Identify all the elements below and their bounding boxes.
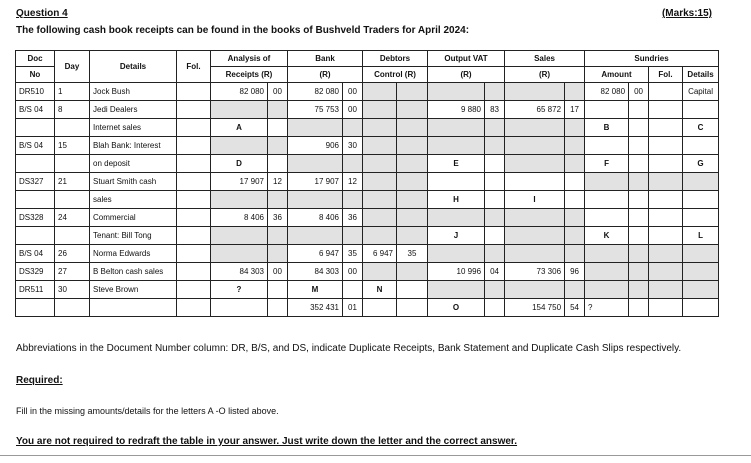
total-empty <box>485 299 505 317</box>
cell-bc <box>343 281 363 299</box>
cell-dc: 35 <box>397 245 428 263</box>
cell-bc <box>343 155 363 173</box>
cell-dc <box>397 209 428 227</box>
cell-sd <box>683 137 719 155</box>
cell-details: Jedi Dealers <box>90 101 177 119</box>
required-heading: Required: <box>16 375 63 386</box>
cell-vc <box>485 119 505 137</box>
cell-ac: 36 <box>268 209 288 227</box>
cell-br: 8 406 <box>288 209 343 227</box>
cell-mr <box>585 209 629 227</box>
cell-mr <box>585 101 629 119</box>
cell-sf <box>649 155 683 173</box>
col-debtors: Debtors <box>363 51 428 67</box>
cell-bc: 35 <box>343 245 363 263</box>
cell-ar: ? <box>211 281 268 299</box>
cell-doc <box>16 191 55 209</box>
cell-mr: 82 080 <box>585 83 629 101</box>
cell-ac <box>268 119 288 137</box>
cell-br: 82 080 <box>288 83 343 101</box>
cell-ac <box>268 155 288 173</box>
cell-sd <box>683 281 719 299</box>
cell-ac: 00 <box>268 83 288 101</box>
cell-mc <box>629 173 649 191</box>
cell-mr <box>585 245 629 263</box>
marks-label: (Marks:15) <box>661 8 712 19</box>
cell-fol <box>177 119 211 137</box>
cell-bc: 00 <box>343 83 363 101</box>
table-row <box>16 173 719 191</box>
cell-ac <box>268 245 288 263</box>
cell-doc: DR511 <box>16 281 55 299</box>
table-row <box>16 155 719 173</box>
col-debtors-sub: Control (R) <box>363 67 428 83</box>
cell-vr <box>428 209 485 227</box>
page-divider <box>0 455 751 456</box>
cell-day <box>55 119 90 137</box>
cell-ar: A <box>211 119 268 137</box>
total-sc: 54 <box>565 299 585 317</box>
col-analysis-sub: Receipts (R) <box>211 67 288 83</box>
total-empty <box>629 299 649 317</box>
cell-sd: L <box>683 227 719 245</box>
total-empty <box>177 299 211 317</box>
cell-dc <box>397 155 428 173</box>
cell-br: 84 303 <box>288 263 343 281</box>
cell-br: 906 <box>288 137 343 155</box>
cell-vr <box>428 83 485 101</box>
total-br: 352 431 <box>288 299 343 317</box>
col-sundries-details: Details <box>683 67 719 83</box>
cell-mc <box>629 281 649 299</box>
cell-sc <box>565 155 585 173</box>
totals-row <box>16 299 719 317</box>
cell-day: 24 <box>55 209 90 227</box>
cell-dr <box>363 263 397 281</box>
cell-sf <box>649 281 683 299</box>
cell-sc <box>565 245 585 263</box>
total-empty <box>16 299 55 317</box>
col-analysis: Analysis of <box>211 51 288 67</box>
cell-ar <box>211 227 268 245</box>
cell-fol <box>177 137 211 155</box>
cell-sc <box>565 227 585 245</box>
cell-sd <box>683 101 719 119</box>
col-sales-sub: (R) <box>505 67 585 83</box>
cell-br: 6 947 <box>288 245 343 263</box>
cell-doc: B/S 04 <box>16 101 55 119</box>
cell-doc <box>16 227 55 245</box>
cell-sr <box>505 209 565 227</box>
cell-dr <box>363 191 397 209</box>
cell-mc <box>629 245 649 263</box>
cell-vc: 83 <box>485 101 505 119</box>
cell-br: 75 753 <box>288 101 343 119</box>
cell-dc <box>397 263 428 281</box>
total-vr: O <box>428 299 485 317</box>
cell-dc <box>397 83 428 101</box>
cell-details: on deposit <box>90 155 177 173</box>
cell-sr <box>505 83 565 101</box>
cell-vc <box>485 227 505 245</box>
col-vat: Output VAT <box>428 51 505 67</box>
cell-sr <box>505 155 565 173</box>
cell-sf <box>649 263 683 281</box>
cell-sc <box>565 209 585 227</box>
col-sundries-fol: Fol. <box>649 67 683 83</box>
cell-fol <box>177 155 211 173</box>
intro-text: The following cash book receipts can be found in the books of Bushveld Traders for April 2024: <box>16 25 470 36</box>
table-row <box>16 281 719 299</box>
cell-dr <box>363 101 397 119</box>
cell-bc: 36 <box>343 209 363 227</box>
cell-sr: I <box>505 191 565 209</box>
cell-sf <box>649 83 683 101</box>
col-details: Details <box>90 51 177 83</box>
cell-ac <box>268 101 288 119</box>
cell-dr <box>363 173 397 191</box>
cell-sr <box>505 119 565 137</box>
cell-ar: D <box>211 155 268 173</box>
cell-fol <box>177 83 211 101</box>
cell-mc <box>629 209 649 227</box>
cell-sr <box>505 137 565 155</box>
total-empty <box>90 299 177 317</box>
cell-mr: F <box>585 155 629 173</box>
cell-doc: DS329 <box>16 263 55 281</box>
cell-day: 27 <box>55 263 90 281</box>
cell-vr: E <box>428 155 485 173</box>
total-empty <box>55 299 90 317</box>
col-sundries-amount: Amount <box>585 67 649 83</box>
col-vat-sub: (R) <box>428 67 505 83</box>
col-day: Day <box>55 51 90 83</box>
cell-vc <box>485 245 505 263</box>
total-empty <box>363 299 397 317</box>
cell-vr: H <box>428 191 485 209</box>
cell-mr <box>585 173 629 191</box>
cell-sd: Capital <box>683 83 719 101</box>
cash-book-table <box>15 50 719 317</box>
cell-fol <box>177 227 211 245</box>
cell-sd <box>683 263 719 281</box>
cell-doc: B/S 04 <box>16 137 55 155</box>
cell-day <box>55 155 90 173</box>
cell-dc <box>397 173 428 191</box>
cell-details: sales <box>90 191 177 209</box>
table-row <box>16 119 719 137</box>
cell-dc <box>397 191 428 209</box>
cell-mc <box>629 137 649 155</box>
table-row <box>16 263 719 281</box>
cell-day: 26 <box>55 245 90 263</box>
cell-fol <box>177 191 211 209</box>
cell-ac: 00 <box>268 263 288 281</box>
cell-vr: 9 880 <box>428 101 485 119</box>
cell-details: Blah Bank: Interest <box>90 137 177 155</box>
cell-vr <box>428 137 485 155</box>
cell-day: 21 <box>55 173 90 191</box>
cell-dr <box>363 155 397 173</box>
cell-doc: DS327 <box>16 173 55 191</box>
cell-details: Tenant: Bill Tong <box>90 227 177 245</box>
cell-br <box>288 227 343 245</box>
cell-ar <box>211 101 268 119</box>
col-no: No <box>16 67 55 83</box>
cell-details: Jock Bush <box>90 83 177 101</box>
cell-ar: 8 406 <box>211 209 268 227</box>
cell-sf <box>649 137 683 155</box>
cell-day <box>55 191 90 209</box>
cell-details: Steve Brown <box>90 281 177 299</box>
cell-doc <box>16 119 55 137</box>
cell-br: M <box>288 281 343 299</box>
cell-dc <box>397 101 428 119</box>
cell-ar: 82 080 <box>211 83 268 101</box>
total-sr: 154 750 <box>505 299 565 317</box>
cell-fol <box>177 101 211 119</box>
table-row <box>16 137 719 155</box>
cell-sf <box>649 245 683 263</box>
cell-bc <box>343 227 363 245</box>
cell-sd <box>683 245 719 263</box>
cell-ar: 17 907 <box>211 173 268 191</box>
cell-vr <box>428 281 485 299</box>
cell-mc <box>629 101 649 119</box>
cell-sd <box>683 209 719 227</box>
cell-day <box>55 227 90 245</box>
cell-mc <box>629 191 649 209</box>
cell-dr: 6 947 <box>363 245 397 263</box>
cell-dr <box>363 209 397 227</box>
cell-details: Commercial <box>90 209 177 227</box>
cell-mc <box>629 263 649 281</box>
cell-day: 8 <box>55 101 90 119</box>
cell-sf <box>649 173 683 191</box>
cell-vc <box>485 209 505 227</box>
cell-mr <box>585 191 629 209</box>
cell-sf <box>649 209 683 227</box>
col-bank: Bank <box>288 51 363 67</box>
cell-mr <box>585 137 629 155</box>
cell-vc: 04 <box>485 263 505 281</box>
cell-fol <box>177 263 211 281</box>
total-empty <box>649 299 683 317</box>
total-empty <box>211 299 268 317</box>
cell-details: Stuart Smith cash <box>90 173 177 191</box>
cell-details: B Belton cash sales <box>90 263 177 281</box>
cell-vc <box>485 137 505 155</box>
table-row <box>16 227 719 245</box>
header-row-1 <box>16 51 719 67</box>
cell-dr <box>363 227 397 245</box>
total-mr: ? <box>585 299 629 317</box>
col-sales: Sales <box>505 51 585 67</box>
cell-sr: 65 872 <box>505 101 565 119</box>
cell-mr: B <box>585 119 629 137</box>
cell-sd: G <box>683 155 719 173</box>
cell-br <box>288 191 343 209</box>
redraft-note: You are not required to redraft the table in your answer. Just write down the letter and the correct answer. <box>16 436 518 447</box>
cell-ac <box>268 281 288 299</box>
cell-sf <box>649 101 683 119</box>
cell-vr: 10 996 <box>428 263 485 281</box>
abbreviations-note: Abbreviations in the Document Number column: DR, B/S, and DS, indicate Duplicate Receipts, Bank Statement and Duplicate Cash Slips respectively. <box>16 343 682 354</box>
cell-sf <box>649 119 683 137</box>
question-title: Question 4 <box>16 8 68 19</box>
cell-dr: N <box>363 281 397 299</box>
cell-br <box>288 119 343 137</box>
cell-bc <box>343 119 363 137</box>
cell-ar <box>211 137 268 155</box>
cell-day: 15 <box>55 137 90 155</box>
cell-bc: 30 <box>343 137 363 155</box>
cell-vc <box>485 281 505 299</box>
cell-ar <box>211 191 268 209</box>
cell-mc <box>629 227 649 245</box>
cell-ac <box>268 191 288 209</box>
cell-vc <box>485 173 505 191</box>
cell-fol <box>177 173 211 191</box>
cell-doc <box>16 155 55 173</box>
cell-details: Norma Edwards <box>90 245 177 263</box>
col-bank-sub: (R) <box>288 67 363 83</box>
cell-mr <box>585 263 629 281</box>
cell-sc <box>565 137 585 155</box>
instruction-text: Fill in the missing amounts/details for the letters A -O listed above. <box>16 406 279 416</box>
cell-sf <box>649 191 683 209</box>
table-row <box>16 191 719 209</box>
cell-mr <box>585 281 629 299</box>
cell-sd <box>683 191 719 209</box>
cell-bc <box>343 191 363 209</box>
cell-br: 17 907 <box>288 173 343 191</box>
cell-ar: 84 303 <box>211 263 268 281</box>
cell-vc <box>485 155 505 173</box>
cell-dc <box>397 281 428 299</box>
cell-ac <box>268 137 288 155</box>
cell-sc <box>565 119 585 137</box>
cell-vc <box>485 83 505 101</box>
cell-mr: K <box>585 227 629 245</box>
cell-doc: B/S 04 <box>16 245 55 263</box>
cell-vr <box>428 245 485 263</box>
table-row <box>16 245 719 263</box>
cell-sc <box>565 173 585 191</box>
cell-bc: 00 <box>343 101 363 119</box>
cell-sc <box>565 281 585 299</box>
cell-mc <box>629 155 649 173</box>
cell-sr <box>505 245 565 263</box>
total-empty <box>268 299 288 317</box>
cell-sd <box>683 173 719 191</box>
cell-br <box>288 155 343 173</box>
table-row <box>16 209 719 227</box>
cell-vr: J <box>428 227 485 245</box>
cell-fol <box>177 245 211 263</box>
cell-fol <box>177 281 211 299</box>
cell-doc: DR510 <box>16 83 55 101</box>
cell-mc: 00 <box>629 83 649 101</box>
table-row <box>16 83 719 101</box>
cell-dc <box>397 137 428 155</box>
cell-vr <box>428 119 485 137</box>
cell-details: Internet sales <box>90 119 177 137</box>
cell-sr <box>505 281 565 299</box>
cell-sf <box>649 227 683 245</box>
cell-dc <box>397 227 428 245</box>
cell-doc: DS328 <box>16 209 55 227</box>
total-empty <box>683 299 719 317</box>
cell-dr <box>363 137 397 155</box>
cell-dr <box>363 119 397 137</box>
table-row <box>16 101 719 119</box>
cell-sr <box>505 173 565 191</box>
cell-sc <box>565 83 585 101</box>
cell-bc: 00 <box>343 263 363 281</box>
cell-sc: 17 <box>565 101 585 119</box>
cell-vr <box>428 173 485 191</box>
cell-day: 1 <box>55 83 90 101</box>
cell-ar <box>211 245 268 263</box>
total-bc: 01 <box>343 299 363 317</box>
col-fol: Fol. <box>177 51 211 83</box>
cell-fol <box>177 209 211 227</box>
cell-sd: C <box>683 119 719 137</box>
cell-sr: 73 306 <box>505 263 565 281</box>
cell-vc <box>485 191 505 209</box>
total-empty <box>397 299 428 317</box>
cell-sr <box>505 227 565 245</box>
cell-sc <box>565 191 585 209</box>
cell-day: 30 <box>55 281 90 299</box>
cell-dc <box>397 119 428 137</box>
cell-dr <box>363 83 397 101</box>
cell-sc: 96 <box>565 263 585 281</box>
col-doc: Doc <box>16 51 55 67</box>
cell-mc <box>629 119 649 137</box>
cell-bc: 12 <box>343 173 363 191</box>
cell-ac: 12 <box>268 173 288 191</box>
cell-ac <box>268 227 288 245</box>
col-sundries: Sundries <box>585 51 719 67</box>
